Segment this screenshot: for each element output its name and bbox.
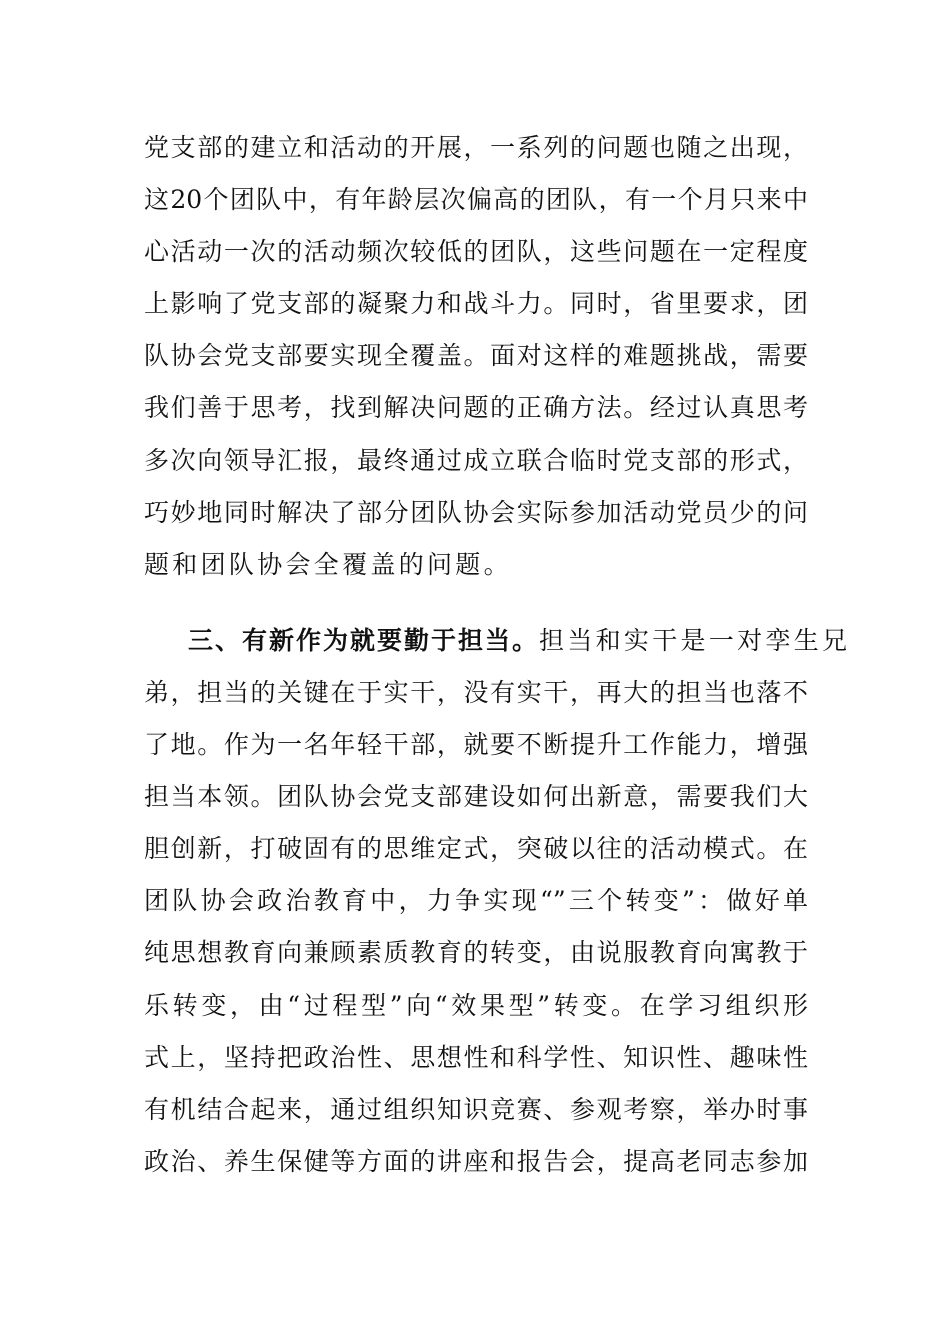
text-line: 题和团队协会全覆盖的问题。 [144, 549, 512, 579]
paragraph [144, 615, 851, 1188]
text-line: 政治、养生保健等方面的讲座和报告会，提高老同志参加 [144, 1146, 808, 1176]
paragraph [144, 122, 808, 591]
text-line [144, 615, 851, 667]
text-line: 了地。作为一名年轻干部，就要不断提升工作能力，增强 [144, 730, 808, 760]
text-line: 担当本领。团队协会党支部建设如何出新意，需要我们大 [144, 782, 808, 812]
text-line: 胆创新，打破固有的思维定式，突破以往的活动模式。在 [144, 834, 808, 864]
text-line: 上影响了党支部的凝聚力和战斗力。同时，省里要求，团 [144, 289, 808, 319]
text-line: 巧妙地同时解决了部分团队协会实际参加活动党员少的问 [144, 497, 808, 527]
text-line: 我们善于思考，找到解决问题的正确方法。经过认真思考 [144, 393, 808, 423]
text-line: 乐转变，由“过程型”向“效果型”转变。在学习组织形 [144, 990, 808, 1020]
body-text [144, 122, 851, 1188]
text-line: 这20个团队中，有年龄层次偏高的团队，有一个月只来中 [144, 185, 808, 215]
paragraph-spacing [144, 591, 808, 615]
text-run: 担当和实干是一对孪生兄 [539, 625, 851, 655]
text-line: 弟，担当的关键在于实干，没有实干，再大的担当也落不 [144, 677, 808, 707]
text-line: 纯思想教育向兼顾素质教育的转变，由说服教育向寓教于 [144, 938, 808, 968]
text-line: 心活动一次的活动频次较低的团队，这些问题在一定程度 [144, 237, 808, 267]
text-line: 队协会党支部要实现全覆盖。面对这样的难题挑战，需要 [144, 341, 808, 371]
text-line: 有机结合起来，通过组织知识竞赛、参观考察，举办时事 [144, 1094, 808, 1124]
text-line: 党支部的建立和活动的开展，一系列的问题也随之出现， [144, 133, 808, 162]
text-line: 多次向领导汇报，最终通过成立联合临时党支部的形式， [144, 445, 808, 475]
text-line: 式上，坚持把政治性、思想性和科学性、知识性、趣味性 [144, 1042, 808, 1072]
section-heading: 三、有新作为就要勤于担当。 [188, 625, 540, 655]
text-line: 团队协会政治教育中，力争实现“”三个转变”：做好单 [144, 886, 808, 916]
